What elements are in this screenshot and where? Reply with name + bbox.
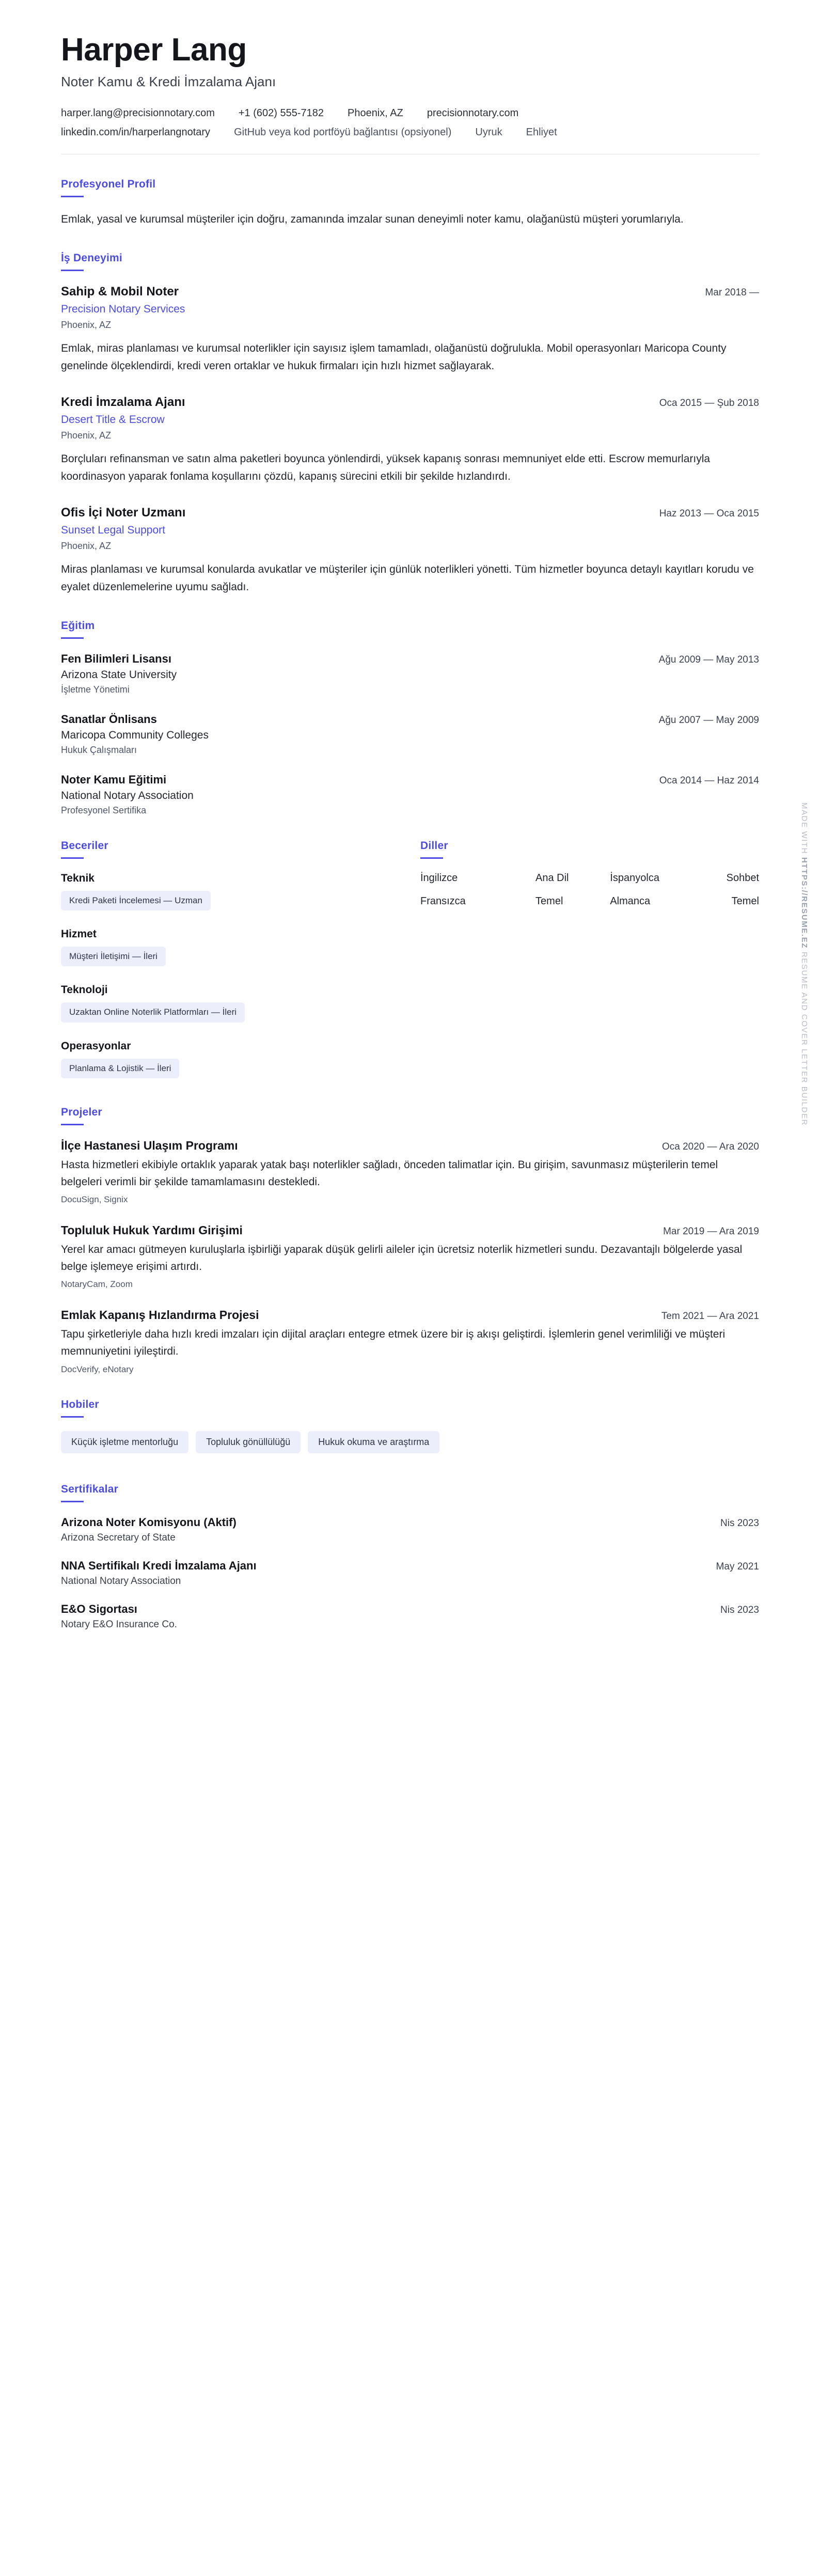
- skill-category: Teknik: [61, 872, 94, 884]
- section-profile: [61, 178, 759, 228]
- languages-table: [420, 872, 759, 919]
- hobby-pill: Küçük işletme mentorluğu: [61, 1431, 188, 1453]
- certificate-date: May 2021: [716, 1561, 759, 1572]
- experience-location: Phoenix, AZ: [61, 320, 112, 331]
- project-entry: [61, 1139, 759, 1205]
- project-entry-head: [61, 1223, 759, 1237]
- project-dates: Mar 2019 — Ara 2019: [663, 1226, 759, 1237]
- experience-description: Borçluları refinansman ve satın alma paketleri boyunca yönlendirdi, yüksek kapanış sonrası memnuniyet elde etti. Escrow memurlarıyla koordinasyon yaparak fonlama koşullarını çözdü, kapanış sürecini etkili bir şekilde hızlandırdı.: [61, 453, 711, 482]
- project-tools: DocVerify, eNotary: [61, 1364, 134, 1374]
- contact-linkedin[interactable]: linkedin.com/in/harperlangnotary: [61, 127, 211, 138]
- education-school: Maricopa Community Colleges: [61, 729, 209, 741]
- skill-group: [61, 872, 400, 915]
- contact-phone: +1 (602) 555-7182: [238, 107, 324, 119]
- project-tools: DocuSign, Signix: [61, 1195, 128, 1205]
- experience-location: Phoenix, AZ: [61, 430, 112, 441]
- experience-role: Ofis İçi Noter Uzmanı: [61, 506, 186, 520]
- language-name: İspanyolca: [610, 872, 659, 884]
- hobby-list: [61, 1431, 759, 1459]
- skill-group: [61, 1040, 400, 1082]
- experience-dates: Haz 2013 — Oca 2015: [659, 508, 759, 520]
- watermark-suffix: RESUME AND COVER LETTER BUILDER: [800, 949, 809, 1126]
- certificate-entry-head: [61, 1559, 759, 1573]
- contact-portfolio-hint: GitHub veya kod portföyü bağlantısı (opsiyonel): [234, 127, 452, 138]
- skill-group: [61, 984, 400, 1026]
- language-name: Almanca: [610, 895, 651, 907]
- section-underline: [61, 1124, 84, 1125]
- section-projects: [61, 1106, 759, 1374]
- education-degree: Fen Bilimleri Lisansı: [61, 652, 171, 665]
- skill-pill: Kredi Paketi İncelemesi — Uzman: [61, 891, 211, 910]
- section-languages: [420, 840, 759, 919]
- section-skills: [61, 840, 400, 1083]
- skill-group: [61, 928, 400, 970]
- experience-description: Miras planlaması ve kurumsal konularda avukatlar ve müşteriler için günlük noterlikleri yönetti. Tüm hizmetler boyunca detaylı kayıtları korudu ve eyalet düzenlemelerine uyumu sağladı.: [61, 563, 754, 593]
- experience-dates: Oca 2015 — Şub 2018: [659, 398, 759, 409]
- hobby-pill: Topluluk gönüllülüğü: [196, 1431, 301, 1453]
- education-entry-head: [61, 713, 759, 726]
- section-title-experience: İş Deneyimi: [61, 252, 122, 264]
- skill-category: Operasyonlar: [61, 1040, 131, 1052]
- certificate-entry-head: [61, 1603, 759, 1616]
- education-dates: Ağu 2009 — May 2013: [658, 654, 759, 665]
- project-description: Yerel kar amacı gütmeyen kuruluşlarla işbirliği yaparak düşük gelirli aileler için ücretsiz noterlik hizmetleri sundu. Dezavantajlı bölgelerde yasal belge işlemeye erişimi artırdı.: [61, 1244, 743, 1273]
- education-field: İşletme Yönetimi: [61, 684, 130, 695]
- experience-role: Kredi İmzalama Ajanı: [61, 395, 185, 410]
- experience-entry: [61, 395, 759, 485]
- skill-category: Hizmet: [61, 928, 97, 940]
- section-education: [61, 620, 759, 816]
- project-description: Hasta hizmetleri ekibiyle ortaklık yaparak yatak başı noterlikler sağladı, önceden talimatlar için. Bu girişim, savunmasız müşterilerin temel belgeleri verimli bir şekilde tamamlamasını destekledi.: [61, 1159, 718, 1188]
- section-underline: [61, 637, 84, 639]
- project-dates: Tem 2021 — Ara 2021: [661, 1311, 759, 1322]
- experience-role: Sahip & Mobil Noter: [61, 285, 179, 299]
- section-underline: [61, 1416, 84, 1418]
- certificate-date: Nis 2023: [720, 1517, 759, 1529]
- experience-description: Emlak, miras planlaması ve kurumsal noterlikler için sayısız işlem tamamladı, olağanüstü doğrulukla. Mobil operasyonları Maricopa County genelinde ölçeklendirdi, kredi veren ortaklar ve hukuk firmaları için hızlı hizmet sağlayarak.: [61, 342, 727, 372]
- education-degree: Sanatlar Önlisans: [61, 712, 157, 726]
- section-underline: [61, 270, 84, 271]
- education-entry-head: [61, 652, 759, 666]
- certificate-entry-head: [61, 1516, 759, 1529]
- certificate-name: Arizona Noter Komisyonu (Aktif): [61, 1515, 236, 1529]
- experience-entry-head: [61, 395, 759, 410]
- language-name: Fransızca: [420, 895, 466, 907]
- section-experience: [61, 252, 759, 596]
- section-hobbies: [61, 1399, 759, 1459]
- section-title-hobbies: Hobiler: [61, 1398, 99, 1410]
- certificate-issuer: Arizona Secretary of State: [61, 1532, 176, 1543]
- table-row: [420, 872, 759, 896]
- project-name: Emlak Kapanış Hızlandırma Projesi: [61, 1308, 259, 1322]
- certificate-issuer: Notary E&O Insurance Co.: [61, 1619, 177, 1630]
- language-level: Sohbet: [726, 872, 759, 884]
- watermark-brand: HTTPS://RESUME.EZ: [800, 857, 809, 949]
- project-dates: Oca 2020 — Ara 2020: [661, 1141, 759, 1153]
- education-field: Hukuk Çalışmaları: [61, 744, 137, 755]
- language-level: Temel: [731, 895, 759, 907]
- contact-row-secondary: [61, 127, 759, 138]
- table-row: [420, 896, 759, 919]
- experience-company: Sunset Legal Support: [61, 524, 165, 537]
- section-underline: [420, 857, 443, 859]
- project-name: İlçe Hastanesi Ulaşım Programı: [61, 1139, 238, 1153]
- education-entry: [61, 652, 759, 695]
- section-underline: [61, 1501, 84, 1502]
- education-entry: [61, 773, 759, 816]
- certificate-issuer: National Notary Association: [61, 1575, 181, 1587]
- page-title: Harper Lang: [61, 32, 247, 68]
- experience-location: Phoenix, AZ: [61, 541, 112, 552]
- section-title-profile: Profesyonel Profil: [61, 178, 156, 191]
- contact-driving-license: Ehliyet: [526, 127, 557, 138]
- section-title-education: Eğitim: [61, 619, 95, 632]
- watermark-prefix: MADE WITH: [800, 802, 809, 857]
- skill-pill: Müşteri İletişimi — İleri: [61, 947, 166, 966]
- skill-category: Teknoloji: [61, 984, 108, 996]
- professional-headline: Noter Kamu & Kredi İmzalama Ajanı: [61, 74, 276, 90]
- contact-email[interactable]: harper.lang@precisionnotary.com: [61, 107, 215, 119]
- certificate-entry: [61, 1603, 759, 1630]
- profile-text: Emlak, yasal ve kurumsal müşteriler için doğru, zamanında imzalar sunan deneyimli noter kamu, olağanüstü müşteri yorumlarıyla.: [61, 213, 684, 226]
- education-entry: [61, 713, 759, 756]
- hobby-pill: Hukuk okuma ve araştırma: [308, 1431, 439, 1453]
- experience-entry: [61, 285, 759, 374]
- education-entry-head: [61, 773, 759, 787]
- section-skills-languages: [61, 840, 759, 1083]
- certificate-entry: [61, 1559, 759, 1587]
- certificate-entry: [61, 1516, 759, 1544]
- contact-row-primary: [61, 107, 759, 119]
- project-entry: [61, 1308, 759, 1374]
- education-dates: Oca 2014 — Haz 2014: [659, 775, 759, 786]
- project-tools: NotaryCam, Zoom: [61, 1279, 133, 1290]
- language-level: Ana Dil: [535, 872, 569, 884]
- skill-pill: Planlama & Lojistik — İleri: [61, 1059, 179, 1078]
- contact-website[interactable]: precisionnotary.com: [427, 107, 519, 119]
- contact-nationality: Uyruk: [475, 127, 502, 138]
- language-level: Temel: [535, 895, 563, 907]
- project-entry: [61, 1223, 759, 1290]
- resume-header: [61, 33, 759, 154]
- section-title-skills: Beceriler: [61, 839, 108, 852]
- education-school: National Notary Association: [61, 789, 194, 802]
- skill-pill: Uzaktan Online Noterlik Platformları — İleri: [61, 1002, 245, 1022]
- project-entry-head: [61, 1308, 759, 1322]
- experience-entry-head: [61, 285, 759, 299]
- education-dates: Ağu 2007 — May 2009: [658, 714, 759, 726]
- experience-entry: [61, 506, 759, 595]
- section-underline: [61, 196, 84, 197]
- language-name: İngilizce: [420, 872, 458, 884]
- certificate-date: Nis 2023: [720, 1604, 759, 1615]
- section-title-projects: Projeler: [61, 1106, 102, 1119]
- builder-watermark: [800, 803, 809, 1126]
- section-title-certificates: Sertifikalar: [61, 1483, 118, 1495]
- section-certificates: [61, 1483, 759, 1630]
- section-title-languages: Diller: [420, 839, 448, 852]
- project-entry-head: [61, 1139, 759, 1153]
- education-school: Arizona State University: [61, 668, 177, 681]
- experience-company: Precision Notary Services: [61, 303, 185, 316]
- certificate-name: E&O Sigortası: [61, 1602, 137, 1615]
- contact-location: Phoenix, AZ: [348, 107, 403, 119]
- experience-company: Desert Title & Escrow: [61, 414, 165, 426]
- project-description: Tapu şirketleriyle daha hızlı kredi imzaları için dijital araçları entegre etmek üzere bir iş akışı geliştirdi. İşlemlerin genel verimliliği ve müşteri memnuniyetini iyileştirdi.: [61, 1328, 726, 1357]
- experience-dates: Mar 2018 —: [705, 287, 759, 299]
- experience-entry-head: [61, 506, 759, 520]
- education-field: Profesyonel Sertifika: [61, 805, 147, 815]
- project-name: Topluluk Hukuk Yardımı Girişimi: [61, 1223, 243, 1237]
- education-degree: Noter Kamu Eğitimi: [61, 773, 167, 786]
- certificate-name: NNA Sertifikalı Kredi İmzalama Ajanı: [61, 1559, 257, 1572]
- section-underline: [61, 857, 84, 859]
